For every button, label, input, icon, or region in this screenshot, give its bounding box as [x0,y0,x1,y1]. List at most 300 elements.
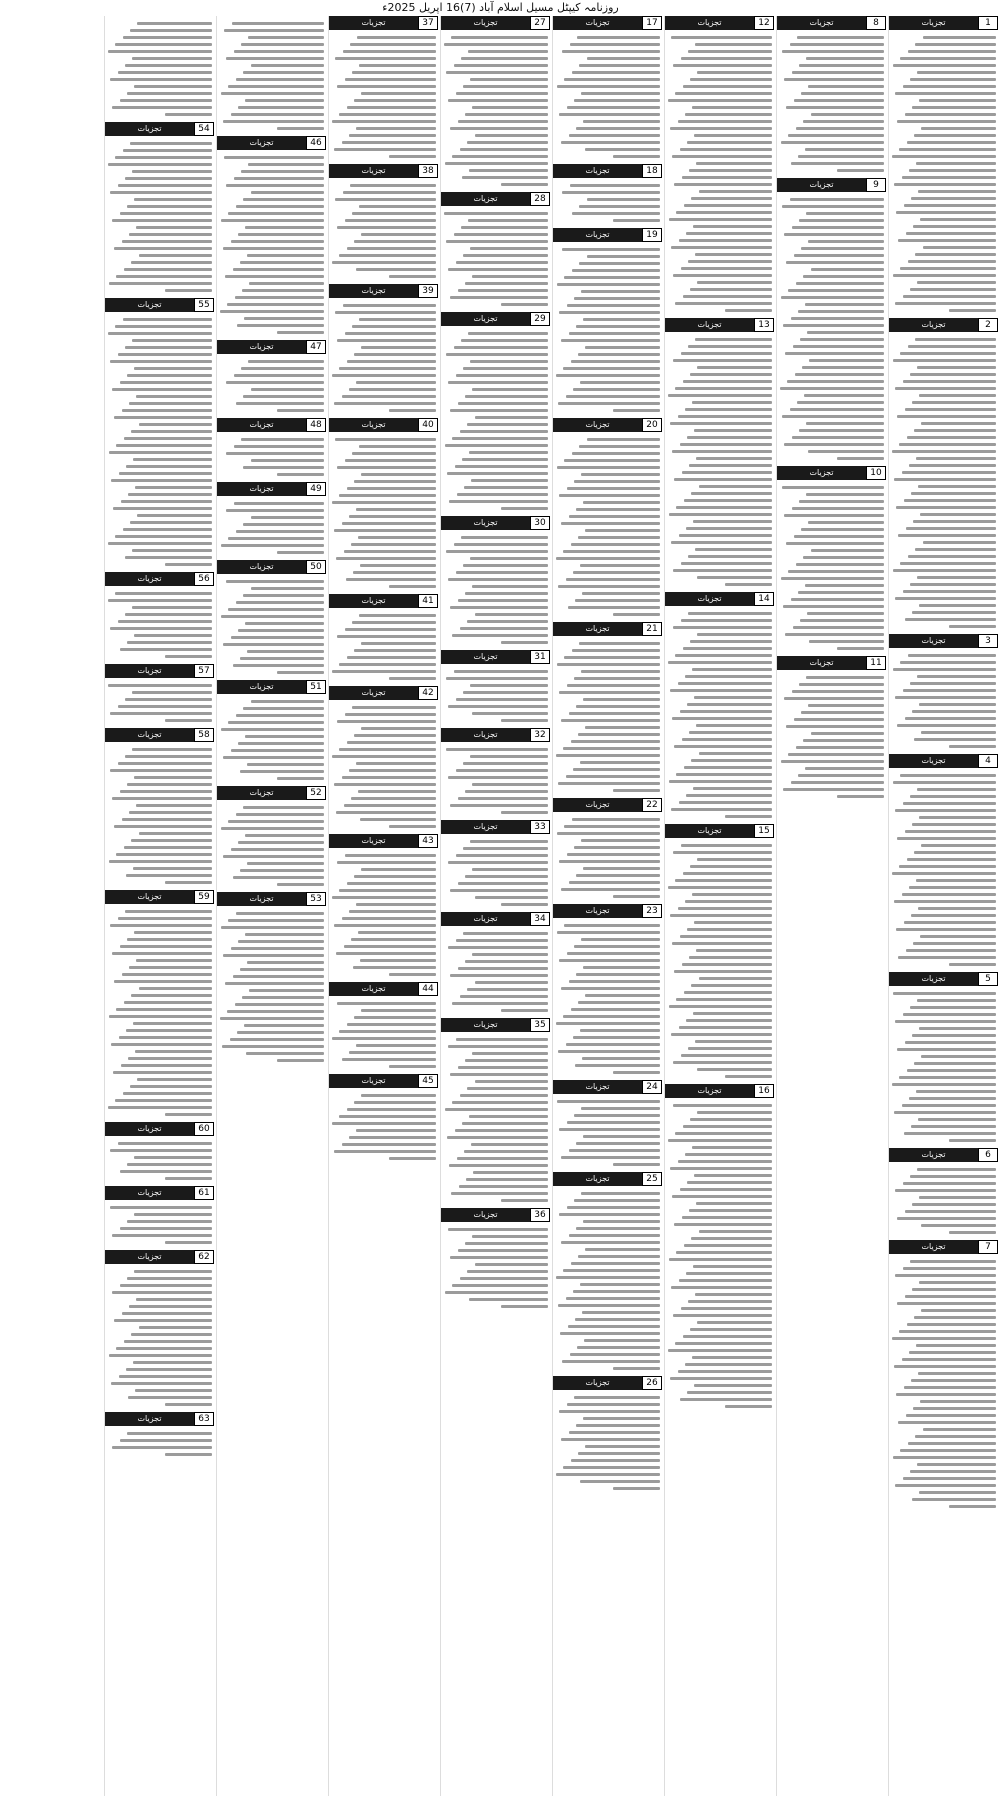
text-line [697,858,772,861]
text-line [673,1314,772,1317]
news-item [553,904,662,1078]
text-line [788,134,884,137]
text-line [461,536,548,539]
news-column [328,16,438,1796]
text-line [109,860,212,863]
news-item [441,312,550,514]
news-item-body [553,1094,662,1166]
text-line [360,564,436,567]
news-item [329,164,438,282]
text-line [569,515,660,518]
text-line [448,99,548,102]
text-line [572,818,660,821]
news-item-number: 13 [754,318,774,332]
text-line [241,367,324,370]
text-line [916,457,996,460]
text-line [243,71,324,74]
text-line [580,564,660,567]
text-line [682,1216,772,1219]
text-line [336,557,436,560]
news-item-header [105,1186,214,1200]
text-line [915,253,996,256]
text-line [567,304,660,307]
text-line [910,795,996,798]
text-line [347,487,436,490]
text-line [907,1323,996,1326]
text-line [907,1069,996,1072]
news-item-header [665,1084,774,1098]
text-line [501,1199,548,1202]
text-line [243,523,324,526]
news-item-body [105,742,214,884]
text-line [690,640,772,643]
text-line [949,745,996,748]
text-line [949,625,996,628]
text-line [678,415,773,418]
text-line [801,247,884,250]
text-line [892,1083,996,1086]
text-line [446,748,548,751]
text-line [911,197,996,200]
text-line [687,1181,772,1184]
text-line [894,1111,996,1114]
text-line [118,620,213,623]
text-line [123,318,212,321]
news-item-header [217,340,326,354]
text-line [903,1477,996,1480]
text-line [895,92,996,95]
text-line [693,1012,772,1015]
text-line [675,654,772,657]
text-line [354,99,436,102]
text-line [691,759,772,762]
news-item-label: تجزیات [441,1018,530,1032]
text-line [339,367,436,370]
text-line [912,401,996,404]
text-line [129,966,212,969]
text-line [809,640,884,643]
text-line [798,155,884,158]
text-line [917,1463,996,1466]
text-line [799,219,884,222]
news-item-body [217,574,326,674]
news-item-label: تجزیات [665,592,754,606]
text-line [582,1057,660,1060]
text-line [784,233,884,236]
text-line [389,1157,436,1160]
text-line [556,754,660,757]
news-item-label: تجزیات [441,728,530,742]
news-item-body [889,648,998,748]
news-item [553,1080,662,1170]
text-line [684,204,772,207]
text-line [917,788,996,791]
news-item-body [217,800,326,886]
text-line [243,466,324,469]
news-item-body [441,530,550,644]
text-line [112,388,212,391]
news-item-number: 24 [642,1080,662,1094]
news-item-body [889,30,998,312]
text-line [791,598,884,601]
text-line [576,1424,660,1427]
text-line [678,682,773,685]
news-item-header [889,634,998,648]
text-line [910,288,996,291]
text-line [337,226,436,229]
text-line [125,910,212,913]
text-line [332,261,436,264]
news-item-number: 12 [754,16,774,30]
text-line [574,846,660,849]
text-line [893,359,996,362]
text-line [233,268,324,271]
text-line [581,839,660,842]
news-item [777,466,886,654]
text-line [808,704,884,707]
text-line [118,917,213,920]
news-item-number: 27 [530,16,550,30]
text-line [571,740,660,743]
text-line [681,1054,772,1057]
text-line [790,43,885,46]
text-line [132,691,212,694]
text-line [165,655,212,658]
text-line [350,43,436,46]
text-line [564,924,660,927]
text-line [342,522,437,525]
text-line [236,912,324,915]
text-line [249,989,324,992]
text-line [456,261,548,264]
text-line [689,169,772,172]
text-line [910,583,996,586]
text-line [902,471,997,474]
text-line [583,867,660,870]
text-line [899,865,996,868]
text-line [354,875,436,878]
text-line [668,661,772,664]
text-line [127,1432,212,1435]
text-line [467,423,548,426]
text-line [243,806,324,809]
text-line [583,1135,660,1138]
news-item-header [441,650,550,664]
text-line [358,536,436,539]
text-line [570,184,660,187]
text-line [903,295,996,298]
text-line [349,769,436,772]
news-item-number: 45 [418,1074,438,1088]
text-line [578,536,660,539]
text-line [470,360,548,363]
text-line [672,942,772,945]
news-item-header [777,466,886,480]
text-line [562,191,660,194]
text-line [133,867,212,870]
text-line [359,205,436,208]
text-line [921,1309,996,1312]
text-line [683,380,772,383]
text-line [557,85,660,88]
text-line [902,1104,997,1107]
text-line [676,773,772,776]
text-line [339,494,436,497]
text-line [786,261,884,264]
text-line [501,1305,548,1308]
news-item-header [665,16,774,30]
text-line [674,183,772,186]
text-line [693,787,772,790]
news-item [553,798,662,902]
text-line [907,141,996,144]
text-line [223,643,324,646]
text-line [458,1066,548,1069]
news-column [888,16,998,1796]
text-line [469,1115,548,1118]
text-line [468,50,548,53]
news-item-number: 54 [194,122,214,136]
text-line [133,1361,212,1364]
news-item [105,572,214,662]
text-line [335,198,436,201]
text-line [897,1217,996,1220]
text-line [784,78,884,81]
text-line [576,1142,660,1145]
news-item-body [889,768,998,966]
text-line [561,141,660,144]
text-line [131,430,212,433]
text-line [673,851,772,854]
news-item-body [777,670,886,798]
news-item-number: 21 [642,622,662,636]
news-item-body [665,838,774,1078]
text-line [454,346,549,349]
text-line [251,700,325,703]
news-item [553,1172,662,1374]
text-line [234,50,324,53]
news-item-header [889,972,998,986]
text-line [581,938,660,941]
text-line [450,1073,548,1076]
news-item-label: تجزیات [105,1250,194,1264]
text-line [688,612,772,615]
text-line [894,478,996,481]
text-line [475,981,549,984]
text-line [678,1370,773,1373]
text-line [127,641,212,644]
news-item [889,1148,998,1238]
news-item-body [553,432,662,616]
text-line [899,1076,996,1079]
text-line [463,367,548,370]
text-line [912,611,996,614]
text-line [897,1048,996,1051]
text-line [389,275,436,278]
text-line [563,1466,660,1469]
text-line [900,562,996,565]
text-line [108,50,212,53]
text-line [670,689,772,692]
text-line [349,910,436,913]
text-line [120,945,212,948]
text-line [563,1015,660,1018]
text-line [917,999,996,1002]
text-line [458,289,548,292]
text-line [122,818,212,821]
text-line [585,346,660,349]
text-line [251,516,325,519]
text-line [669,1258,772,1261]
text-line [781,577,884,580]
text-line [444,43,548,46]
text-line [576,705,660,708]
text-line [120,1227,212,1230]
text-line [676,998,772,1001]
text-line [470,755,548,758]
text-line [358,931,436,934]
news-item-label: تجزیات [217,482,306,496]
news-item-label: تجزیات [217,418,306,432]
text-line [233,975,324,978]
text-line [223,954,324,957]
text-line [896,1393,996,1396]
news-item-number: 50 [306,560,326,574]
text-line [448,776,548,779]
text-line [795,373,884,376]
text-line [165,881,212,884]
text-line [342,1143,437,1146]
text-line [671,36,772,39]
news-item [217,892,326,1066]
text-line [910,1175,996,1178]
text-line [908,555,996,558]
news-item-label: تجزیات [217,892,306,906]
text-line [695,253,772,256]
text-line [808,240,884,243]
news-item-body [217,354,326,412]
text-line [781,760,884,763]
text-line [165,719,212,722]
text-line [564,459,660,462]
text-line [790,408,885,411]
news-item-body [441,664,550,722]
text-line [913,942,996,945]
text-line [345,854,436,857]
news-item-label: تجزیات [329,16,418,30]
news-item-header [105,298,214,312]
text-line [127,1163,212,1166]
text-line [455,1129,548,1132]
text-line [243,395,324,398]
text-line [339,113,436,116]
text-line [349,388,436,391]
text-line [906,232,996,235]
text-line [347,106,436,109]
text-line [335,311,436,314]
text-line [681,352,772,355]
text-line [454,543,549,546]
text-line [463,85,548,88]
text-line [574,1114,660,1117]
text-line [110,78,212,81]
text-line [894,1365,996,1368]
text-line [456,1038,548,1041]
text-line [811,732,885,735]
news-item-header [889,16,998,30]
text-line [683,1125,772,1128]
text-line [919,1281,996,1284]
text-line [242,289,324,292]
text-line [690,1328,772,1331]
news-item-header [553,228,662,242]
text-line [359,318,436,321]
text-line [226,509,324,512]
text-line [920,513,996,516]
news-item-number: 7 [978,1240,998,1254]
text-line [165,1403,212,1406]
text-line [697,281,772,284]
text-line [914,134,996,137]
text-line [345,78,436,81]
text-line [681,619,772,622]
news-item-number: 3 [978,634,998,648]
text-line [454,64,549,67]
text-line [449,1164,548,1167]
news-item-number: 32 [530,728,550,742]
news-item [105,890,214,1120]
text-line [685,1363,772,1366]
text-line [472,388,548,391]
text-line [109,1354,212,1357]
text-line [695,338,772,341]
text-line [460,1277,548,1280]
text-line [123,36,212,39]
text-line [725,583,772,586]
text-line [134,367,212,370]
text-line [583,501,660,504]
news-item-body [441,834,550,906]
text-line [684,499,772,502]
text-line [689,464,772,467]
text-line [130,29,212,32]
text-line [468,219,548,222]
text-line [352,325,436,328]
text-line [809,359,884,362]
text-line [895,1189,996,1192]
news-item-header [441,728,550,742]
text-line [672,450,772,453]
text-line [339,1030,436,1033]
text-line [558,782,660,785]
news-item [441,728,550,818]
text-line [472,1235,548,1238]
news-item-number: 48 [306,418,326,432]
text-line [793,626,884,629]
news-item-number: 42 [418,686,438,700]
text-line [475,134,549,137]
text-line [346,578,436,581]
text-line [792,71,884,74]
text-line [357,36,436,39]
text-line [561,719,660,722]
text-line [356,1129,436,1132]
text-line [786,725,884,728]
news-item-label: تجزیات [553,1080,642,1094]
text-line [460,627,548,630]
text-line [837,169,884,172]
text-line [571,1262,660,1265]
